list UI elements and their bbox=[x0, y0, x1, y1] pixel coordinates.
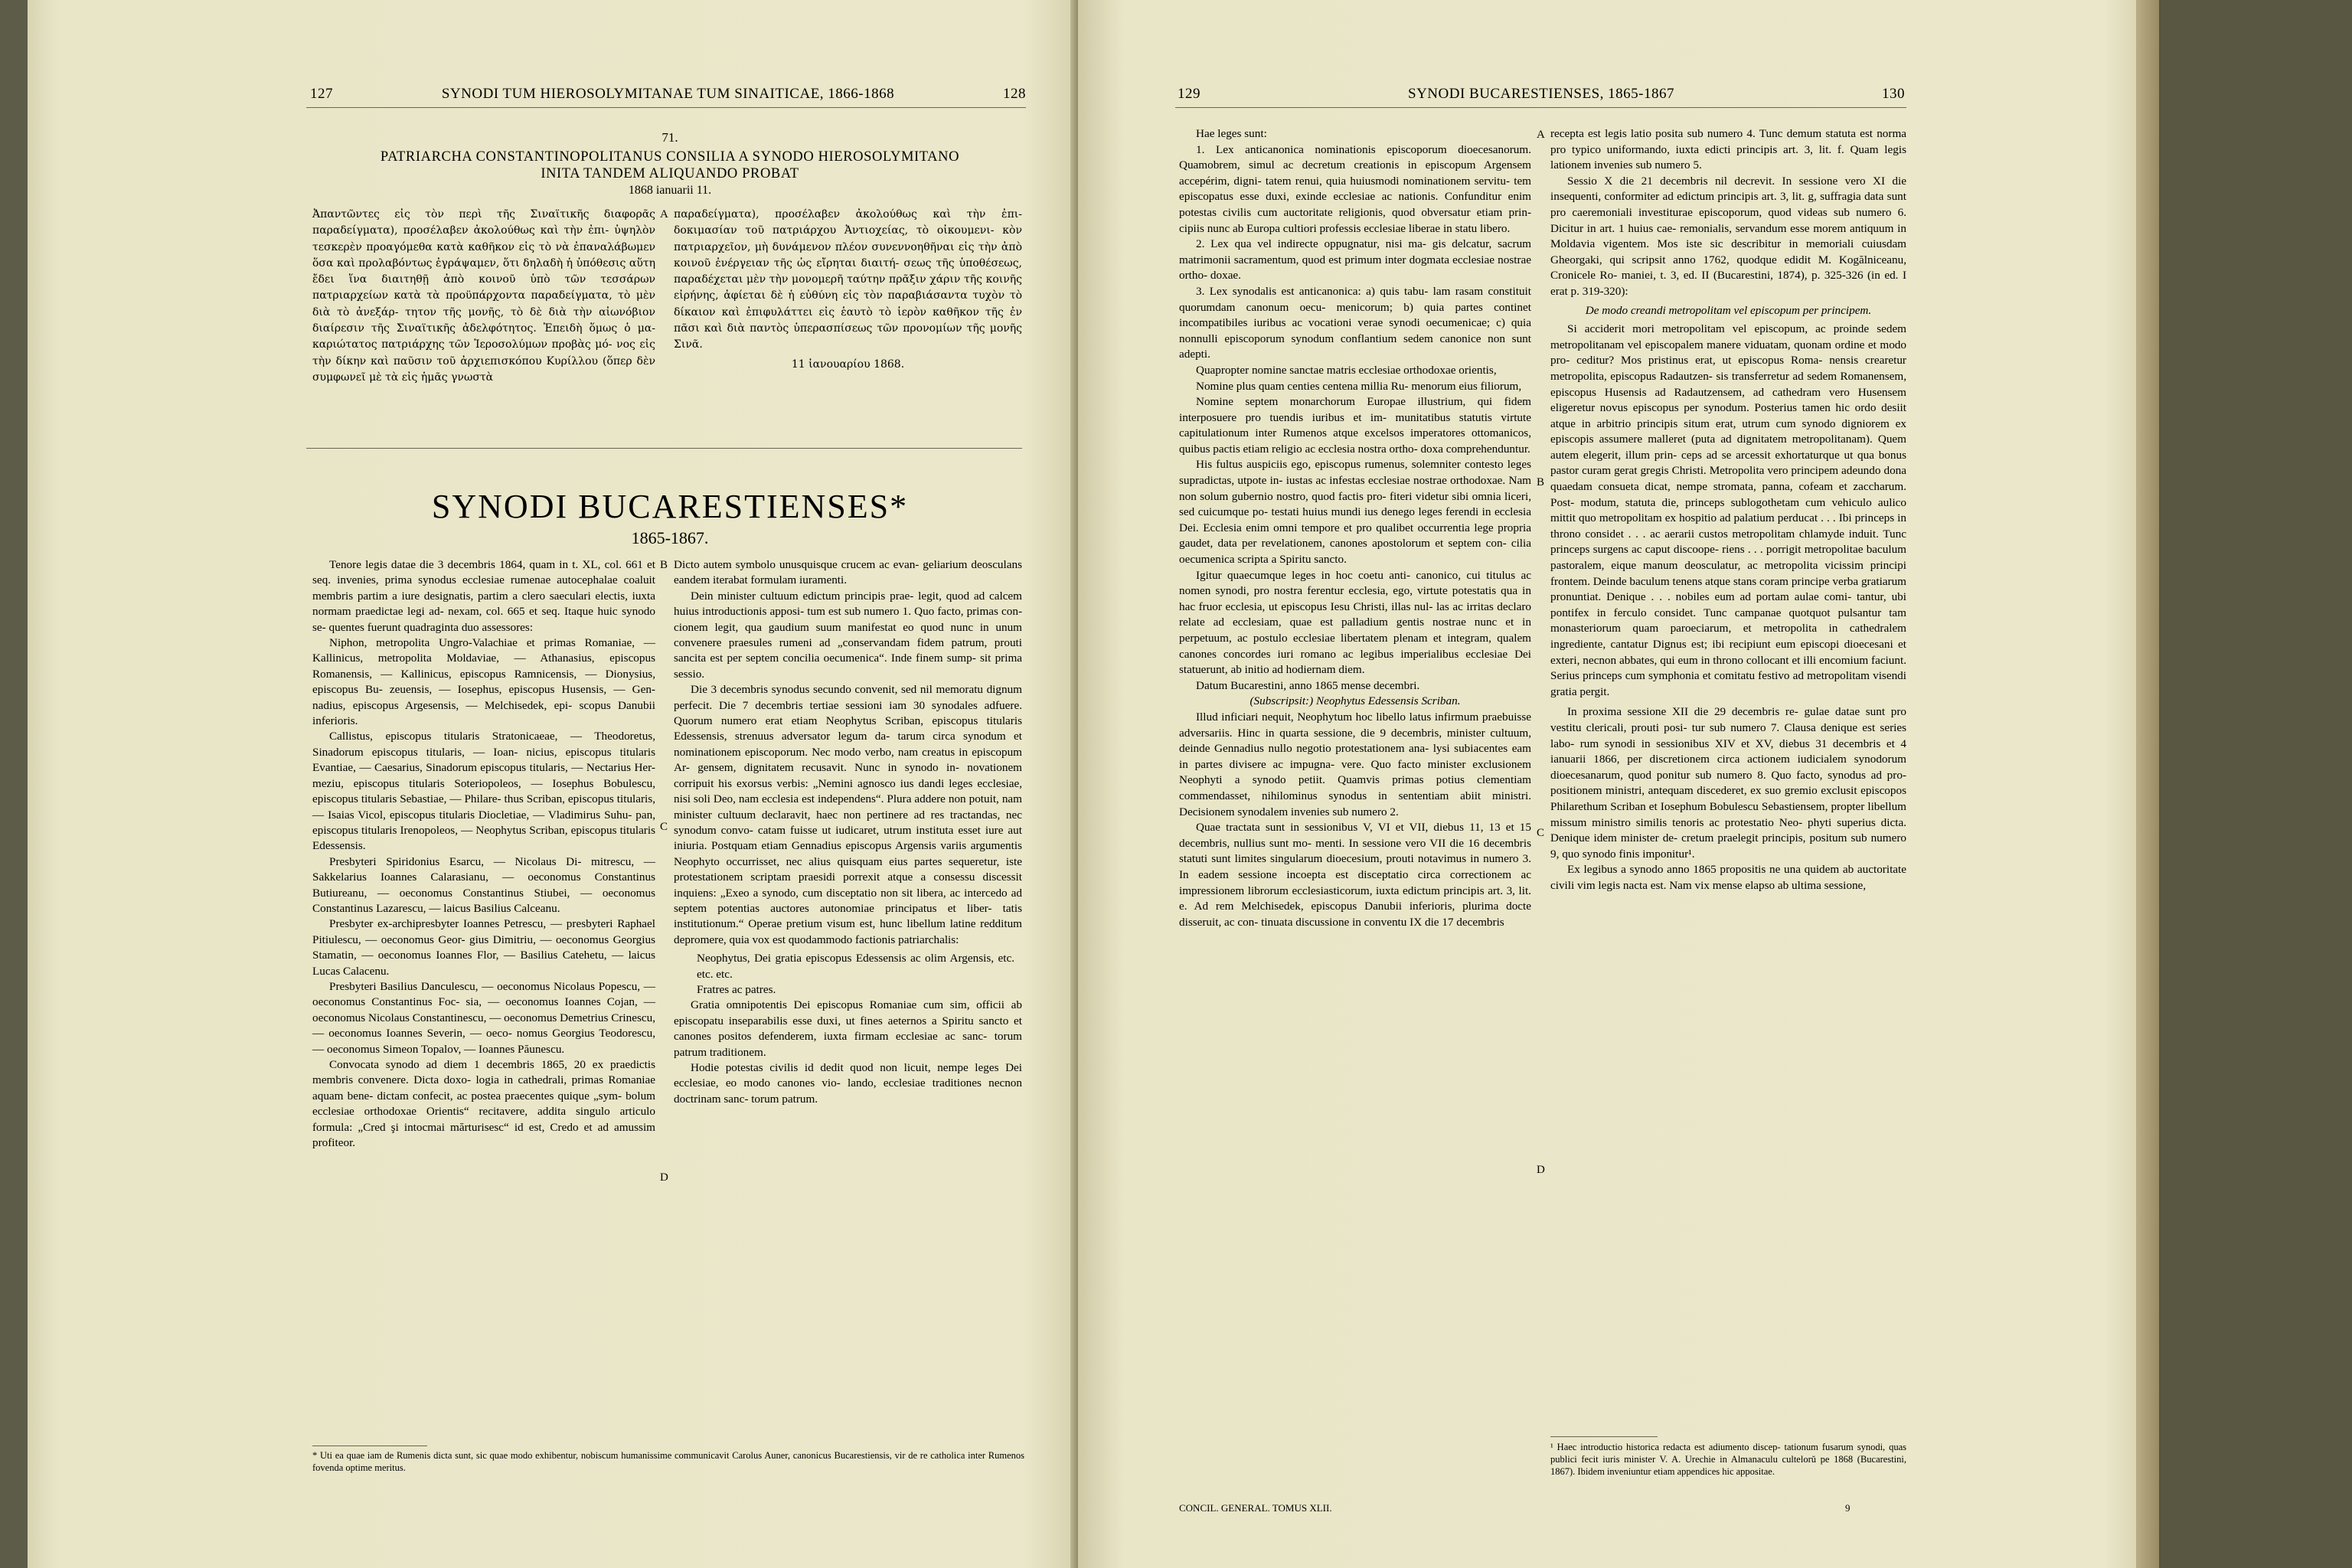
document-heading-line-2: INITA TANDEM ALIQUANDO PROBAT bbox=[541, 166, 799, 181]
paragraph: Gratia omnipotentis Dei episcopus Romaniae cum sim, officii ab episcopatu inseparabilis esse duxi, ut fines aeternos a Spiritu sancto et canones positos defenderem, iuxta firmam ecclesiae ac sanc- torum patrum traditionem. bbox=[674, 998, 1022, 1059]
paragraph: Quapropter nomine sanctae matris ecclesiae orthodoxae orientis, bbox=[1196, 363, 1497, 377]
left-running-head bbox=[310, 83, 1026, 106]
margin-letter-c-right: C bbox=[1537, 827, 1545, 839]
document-number: 71. bbox=[662, 130, 678, 145]
section-divider bbox=[306, 448, 1022, 449]
right-footnote: ¹ Haec introductio historica redacta est adiumento discep- tationum fusarum synodi, quas publici fecit iuris minister V. A. Urechie in Almanaculu cultelorŭ pe 1868 (Bucarestini, 1867). Ibidem inveniuntur etiam appendices hic appositae. bbox=[1550, 1442, 1906, 1477]
left-running-title: SYNODI TUM HIEROSOLYMITANAE TUM SINAITICAE, 1866-1868 bbox=[441, 86, 895, 102]
document-heading-line-1: PATRIARCHA CONSTANTINOPOLITANUS CONSILIA A SYNODO HIEROSOLYMITANO bbox=[380, 149, 960, 165]
paragraph: Die 3 decembris synodus secundo convenit, sed nil memoratu dignum perfecit. Die 7 decembris tertiae sessioni iam 30 synodales adfuere. Quorum numero erat etiam Neophytus Scriban, episcopus titularis Edessensis, strenuus adversator legum da- tarum circa synodum et nominationem episcoporum. Nec modo verbo, nam creatus in episcopum Ar- gensem, dignitatem recusavit. Nunc in synodo in- novationem corripuit his exorsus verbis: „Nemini agnosco ius dandi leges ecclesiae, nisi soli Deo, nam ecclesia est independens“. Plura addere non potuit, nam minister cultuum declaravit, haec non pertinere ad res tractandas, nec synodum convo- catam fuisse ut iudicaret, utrum instituta esset iure aut iniuria. Postquam etiam Gennadius episcopus Argensis variis argumentis Neophyto occurrisset, nec alius quisquam eius partes sequeretur, iste protestationem scriptam praesidi porrexit atque a consessu discessit inquiens: „Exeo a synodo, cum disceptatio non sit libera, ac intercedo ad septem potentias auctores autonomiae principatus et liber- tatis institutionum.“ Operae pretium visum est, hunc libellum latine redditum depromere, quia vox est quodammodo factionis patriarchalis: bbox=[674, 683, 1022, 946]
right-running-title: SYNODI BUCARESTIENSES, 1865-1867 bbox=[1408, 86, 1674, 102]
paragraph: In proxima sessione XII die 29 decembris re- gulae datae sunt pro vestitu clericali, prouti posi- tur sub numero 7. Clausa denique est series labo- rum synodi in sessionibus XIV et XV, diebus 31 decembris et 4 ianuarii 1866, per discretionem circa actionem iudicialem synodorum dioecesanarum, quod ponitur sub numero 8. Quo facto, synodus ad pro- positionem ministri, antequam discederet, ex suo gremio exclusit episcopos Philarethum Scriban et Iosephum Bobulescu Sebastiensem, propter libellum missum ministro similis tenoris ac protestatio Neo- phyti superius dicta. Denique idem minister de- cretum praelegit principis, positum sub numero 9, quo synodo finis imponitur¹. bbox=[1550, 705, 1906, 861]
paragraph: Niphon, metropolita Ungro-Valachiae et primas Romaniae, — Kallinicus, metropolita Moldaviae, — Athanasius, episcopus Romanensis, — Kallinicus, episcopus Ramnicensis, — Dionysius, episcopus Bu- zeuensis, — Iosephus, episcopus Husensis, — Gen- nadius, episcopus Argesensis, — Melchisedek, epi- scopus Danubii inferioris. bbox=[312, 636, 655, 728]
paragraph: His fultus auspiciis ego, episcopus rumenus, solemniter contesto leges supradictas, utpote in- iustas ac infestas ecclesiae nostrae orthodoxae. Nam non solum gubernio nostro, quod factis pro- fiteri videtur sibi omnia liceri, sed cuicumque po- testati huius mundi ius denego leges ferendi in ecclesia Dei. Ecclesia enim omni tempore et pro qualibet occurrentia lege propria gaudet, data per revelationem, canones apostolorum et septem con- cilia oecumenica scripta a Spiritu sancto. bbox=[1179, 458, 1531, 567]
quote-heading: Neophytus, Dei gratia episcopus Edessensis ac olim Argensis, etc. etc. etc. bbox=[697, 952, 1014, 981]
greek-text-right bbox=[674, 207, 1022, 373]
paragraph: Nomine plus quam centies centena millia Ru- menorum eius filiorum, bbox=[1196, 379, 1522, 393]
section-title: SYNODI BUCARESTIENSES* bbox=[431, 488, 909, 525]
greek-date: 11 ἰανουαρίου 1868. bbox=[791, 358, 905, 371]
paragraph: 1. Lex anticanonica nominationis episcoporum dioecesanorum. Quamobrem, simul ac decretum creationis in episcopum Argensem accepérim, digni- tatem renui, quia huiusmodi nominationem servitu- tem episcopatus esse duxi, exinde ecclesiae ac nationis. Confunditur enim potestas civilis cum auctoritate religionis, quod obversatur etiam prin- cipiis nunc ab Europa cultiori professis ecclesiae liberae in statu libero. bbox=[1179, 142, 1531, 235]
left-footnote: * Uti ea quae iam de Rumenis dicta sunt, sic quae modo exhibentur, nobiscum humanissime communicavit Carolus Auner, canonicus Bucarestiensis, vir de re catholica inter Rumenos fovenda optime meritus. bbox=[312, 1450, 1024, 1473]
book-page-edges bbox=[2136, 0, 2159, 1568]
paragraph: Presbyteri Basilius Danculescu, — oeconomus Nicolaus Popescu, — oeconomus Constantinus Foc- sia, — oeconomus Ioannes Cojan, — oeconomus Nicolaus Constantinescu, — oeconomus Demetrius Crinescu, — oeconomus Ioannes Severin, — oeco- nomus Georgius Teodorescu, — oeconomus Simeon Topalov, — Ioannes Păunescu. bbox=[312, 979, 655, 1056]
paragraph: Dicto autem symbolo unusquisque crucem ac evan- geliarium deosculans eandem iterabat formulam iuramenti. bbox=[674, 558, 1022, 587]
right-page-number-a: 129 bbox=[1178, 86, 1200, 102]
paragraph: Presbyteri Spiridonius Esarcu, — Nicolaus Di- mitrescu, — Sakkelarius Ioannes Calarasianu, — oeconomus Constantinus Butiureanu, — oeconomus Constantinus Stiubei, — oeconomus Constantinus Lazarescu, — laicus Basilius Calceanu. bbox=[312, 854, 655, 915]
paragraph: 2. Lex qua vel indirecte oppugnatur, nisi ma- gis delcatur, sacrum matrimonii sacramentum, quod est primum inter dogmata ecclesiae nostrae ortho- doxae. bbox=[1179, 237, 1531, 283]
paragraph: Datum Bucarestini, anno 1865 mense decembri. bbox=[1196, 678, 1420, 692]
left-page-number-b: 128 bbox=[1002, 86, 1026, 102]
paragraph: Quae tractata sunt in sessionibus V, VI et VII, diebus 11, 13 et 15 decembris, nullius sunt mo- menti. In sessione vero VII die 16 decembris statuti sunt limites singularum dioecesium, prouti notavimus in numero 3. In eadem sessione incoepta est disceptatio circa correctionem ac impressionem librorum ecclesiasticorum, iuxta edictum principis art. 3, lit. e. Ad rem Melchisedek, episcopus Danubii inferioris, plurima docte disseruit, ac con- tinuata discussione in conventu IX die 17 decembris bbox=[1179, 821, 1531, 929]
margin-letter-c-left: C bbox=[660, 821, 668, 833]
background-right bbox=[2161, 0, 2352, 1568]
paragraph: Presbyter ex-archipresbyter Ioannes Petrescu, — presbyteri Raphael Pitiulescu, — oeconomus Geor- gius Dimitriu, — oeconomus Georgius Stamatin, — oeconomus Ioannes Flor, — Basilius Catehetu, — laicus Lucas Calacenu. bbox=[312, 917, 655, 978]
margin-letter-d-left: D bbox=[660, 1171, 668, 1184]
greek-text-left bbox=[312, 207, 655, 386]
document-heading bbox=[314, 149, 1026, 182]
margin-letter-b-left: B bbox=[660, 559, 668, 571]
right-column-a bbox=[1179, 126, 1531, 930]
paragraph: Igitur quaecumque leges in hoc coetu anti- canonico, cui titulus ac nomen synodi, pro nostra ferentur ecclesia, ego, virtute potestatis qua in hac fruor ecclesia, ut episcopus Iesu Christi, illas nul- las ac irritas declaro relate ad ecclesiam, quae est palladium gentis nostrae nunc et in perpetuum, ac postulo ecclesiae libertatem plenam et integram, qualem canones concordes iuri romano ac legibus imperialibus ecclesiae Dei statuerunt, ab initio ad hodiernam diem. bbox=[1179, 568, 1531, 677]
paragraph: Dein minister cultuum edictum principis prae- legit, quod ad calcem huius introductionis apposi- tum est sub numero 1. Quo facto, primas con- cionem legit, qua gaudium suum manifestat eo quod nunc in unum convenere praesules rumeni ad „conservandam fidem patrum, prouti sancita est per septem concilia oecumenica“. Inde finem sump- sit prima sessio. bbox=[674, 589, 1022, 681]
left-head-rule bbox=[306, 107, 1026, 108]
signature-mark-right: 9 bbox=[1845, 1502, 1851, 1514]
paragraph: 3. Lex synodalis est anticanonica: a) quis tabu- lam rasam constituit quorumdam canonum oecu- menicorum; b) quia partes continet incompatibiles iuribus ac vocationi verae synodi oecumenicae; c) quia nonnulli episcoporum synodum conflantium sedem canonice non sunt adepti. bbox=[1179, 284, 1531, 361]
left-column-b bbox=[674, 557, 1022, 1107]
right-page-number-b: 130 bbox=[1882, 86, 1905, 102]
paragraph: Ex legibus a synodo anno 1865 propositis ne una quidem ab auctoritate civili vim legis nacta est. Nam vix mense elapso ab ultima sessione, bbox=[1550, 863, 1906, 892]
left-column-a bbox=[312, 557, 655, 1151]
margin-letter-b-right: B bbox=[1537, 476, 1545, 488]
section-years: 1865-1867. bbox=[631, 528, 709, 547]
left-page-number-a: 127 bbox=[310, 86, 333, 102]
right-running-head bbox=[1178, 83, 1905, 106]
background-left bbox=[0, 0, 28, 1568]
right-footnote-rule bbox=[1550, 1436, 1658, 1437]
paragraph: Tenore legis datae die 3 decembris 1864, quam in t. XL, col. 661 et seq. invenies, prima synodus ecclesiae rumenae autocephalae coaluit membris partim a iure designatis, partim a clero saeculari electis, iuxta normam praedictae legi ad- nexam, col. 665 et seq. Itaque huic synodo se- quentes fuerunt quadraginta duo assessores: bbox=[312, 558, 655, 634]
greek-paragraph-left: Ἀπαντῶντες εἰς τὸν περὶ τῆς Σιναϊτικῆς διαφορᾶς παραδείγματα), προσέλαβεν ἀκολούθως καὶ τὴν ἐπι- ὑψηλὸν τεσκερὲν προαγόμεθα κατὰ καθῆκον εἰς τὸ νὰ ἐπαναλάβωμεν ὅσα καὶ προλαβόντως ἐγράψαμεν, ὅτι δηλαδὴ ἡ ὑπόθεσις αὕτη ἔδει ἵνα διαιτηθῇ ἀπὸ κοινοῦ ὑπὸ τῶν τεσσάρων πατριαρχείων κατὰ τὰ προϋπάρχοντα παραδείγματα, τὸ μὲν διὰ τὸ ἀνεξάρ- τητον τῆς μονῆς, τὸ δὲ διὰ τὴν αἰωνόβιον διαίρεσιν τῆς Σιναϊτικῆς ἀδελφότητος. Ἐπειδὴ ὅμως ὁ μα- καριώτατος πατριάρχης τῶν Ἱεροσολύμων προβὰς μό- νος εἰς τὴν δίκην καὶ παῦσιν τοῦ ἀρχιεπισκόπου Κυρίλλου (ὅπερ δὲν συμφωνεῖ μὲ τὰ εἰς ἡμᾶς γνωστὰ bbox=[312, 208, 655, 384]
right-head-rule bbox=[1175, 107, 1906, 108]
paragraph: Sessio X die 21 decembris nil decrevit. In sessione vero XI die insequenti, conformiter ad edictum principis art. 3, lit. g, suffragia data sunt pro caeremoniali investiturae episcoporum, quod videas sub numero 6. Dicitur in art. 1 huius cae- remonialis, servandum esse morem antiquum in Moldavia vigentem. Mos iste sic describitur in memoriali cuiusdam Gheorgaki, qui scripsit anno 1762, quodque edidit M. Kogălniceanu, Cronicele Ro- maniei, t. 3, ed. II (Bucarestini, 1874), p. 325-326 (in ed. I erat p. 319-320): bbox=[1550, 174, 1906, 298]
margin-letter-a-left: A bbox=[660, 208, 668, 220]
paragraph: recepta est legis latio posita sub numero 4. Tunc demum statuta est norma pro typico uniformando, iuxta edicti principis art. 3, lit. f. Quam legis lationem invenies sub numero 5. bbox=[1550, 127, 1906, 172]
signature-mark-left: CONCIL. GENERAL. TOMUS XLII. bbox=[1179, 1502, 1332, 1514]
paragraph: Callistus, episcopus titularis Stratonicaeae, — Theodoretus, Sinadorum episcopus titularis, — Ioan- nicius, episcopus titularis Evantiae, — Caesarius, Sinadorum episcopus titularis, — Nectarius Her- meziu, episcopus titularis Soteriopoleos, — Iosephus Bobulescu, episcopus titularis Sebastiae, — Philare- thus Scriban, episcopus titularis, — Isaias Vicol, episcopus titularis Diocletiae, — Vladimirus Suhu- pan, episcopus titularis Irenopoleos, — Neophytus Scriban, episcopus titularis Edessensis. bbox=[312, 730, 655, 853]
paragraph: Hae leges sunt: bbox=[1196, 127, 1267, 140]
paragraph: Si acciderit mori metropolitam vel episcopum, ac proinde sedem metropolitanam vel episcopalem manere viduatam, quonam ordine et modo pro- ceditur? Mos pristinus erat, ut episcopus Roma- nensis crearetur metropolita, episcopus Radautzen- sis transferretur ad sedem Romanensem, episcopus Husensis ad Radautzensem, ad cathedram vero Husensem eligeretur novus episcopus per synodum. Posterius tamen hic ordo desiit atque in arbitrio principis situm erat, utrum cum synodo digniorem ex episcopis assumere malleret (puta ad dignitatem metropolitanam). Quem autem elegerit, illum prin- ceps ad se arcessit exhortaturque ut qua bonus pastor curam gerat gregis Christi. Metropolita vero principem adeundo dona quaedam consueta dicat, nempe stromata, panna, cofeam et zaccharum. Post- modum, statuta die, princeps sublogothetam cum vehiculo aulico mittit quo metropolitam ex hospitio ad palatium perducat . . . Ibi princeps in throno considet . . . ac aerarii custos metropolitam chlamyde induit. Tunc princeps surgens ac caput discoope- riens . . . porrigit metropolitae baculum pastoralem, eique manum deosculatur, ac metropolita vicissim principi frontem. Deinde baculum tenens atque stans coram principe verba gratiarum pronuntiat. Denique . . . nobiles eum ad portam aulae comi- tantur, ubi pontifex in ferculo considet. Tunc campanae quotquot pulsantur tam monasteriorum quam paroeciarum, et metropolita in cathedralem ingrediente, cantatur Dignus est; ibi recipiunt eum episcopi dioecesani et exteri, necnon abbates, qui eum in throno collocant et illi encomium faciunt. Serius princeps cum symphonia et comitatu festivo ad metropolitam visendi gratia pergit. bbox=[1550, 322, 1906, 698]
greek-paragraph-right: παραδείγματα), προσέλαβεν ἀκολούθως καὶ τὴν ἐπι- δοκιμασίαν τοῦ πατριάρχου Ἀντιοχείας, τὸ οἰκουμενι- κὸν πατριαρχεῖον, μὴ δυνάμενον πλέον συνεννοηθῆναι εἰς τὴν ἀπὸ κοινοῦ ἐνέργειαν τῆς ὡς εἴρηται διαιτή- σεως τῆς ὑποθέσεως, παραδέχεται μὲν τὴν μονομερῆ ταύτην πρᾶξιν χάριν τῆς κοινῆς εἰρήνης, ἀφίεται δὲ ἡ εὐθύνη εἰς τὸν παραβιάσαντα τυχὸν τὸ δίκαιον καὶ ἐπιφυλάττει εἰς ἑαυτὸ τὸ ἱερὸν καθῆκον τῆς ἐν πᾶσι καὶ διὰ παντὸς ὑπερασπίσεως τῶν προνομίων τῆς μονῆς Σινᾶ. bbox=[674, 208, 1022, 351]
subheading: De modo creandi metropolitam vel episcopum per principem. bbox=[1585, 303, 1872, 317]
paragraph: Illud inficiari nequit, Neophytum hoc libello latus infirmum praebuisse adversariis. Hinc in quarta sessione, die 9 decembris, minister cultuum, deinde Gennadius nullo negotio protestationem ana- lysi subiacentes eam in partes divisere ac impugna- vere. Quo facto minister exclusionem Neophyti a synodo petiit. Quamvis primas potius clementiam commendasset, nihilominus synodus in sententiam abiit ministri. Decisionem synodalem invenies sub numero 2. bbox=[1179, 710, 1531, 818]
document-date: 1868 ianuarii 11. bbox=[628, 184, 712, 197]
paragraph: Hodie potestas civilis id dedit quod non licuit, nempe leges Dei ecclesiae, eo modo canones vio- lando, ecclesiae traditiones necnon doctrinam sanc- torum patrum. bbox=[674, 1061, 1022, 1106]
right-column-b bbox=[1550, 126, 1906, 894]
quote-salutation: Fratres ac patres. bbox=[697, 982, 776, 996]
paragraph: Convocata synodo ad diem 1 decembris 1865, 20 ex praedictis membris convenere. Dicta doxo- logia in cathedrali, primas Romaniae aquam bene- dictam confecit, ac postea praecentes quique „sym- bolum ecclesiae orthodoxae Orientis“ recitavere, addita singulo articulo formula: „Cred şi intocmai mărturisesc“ id est, Credo et ad amussim profiteor. bbox=[312, 1058, 655, 1150]
margin-letter-a-right: A bbox=[1537, 129, 1545, 141]
paragraph: Nomine septem monarchorum Europae illustrium, qui fidem interposuere pro tuendis iuribus et im- munitatibus statutis virtute capitulationum inter Rumenos atque excelsos imperatores ottomanicos, quibus pactis etiam religio ac ecclesia nostra ortho- doxa comprehenduntur. bbox=[1179, 395, 1531, 456]
margin-letter-d-right: D bbox=[1537, 1164, 1545, 1176]
signature-line: (Subscripsit:) Neophytus Edessensis Scriban. bbox=[1250, 694, 1461, 708]
